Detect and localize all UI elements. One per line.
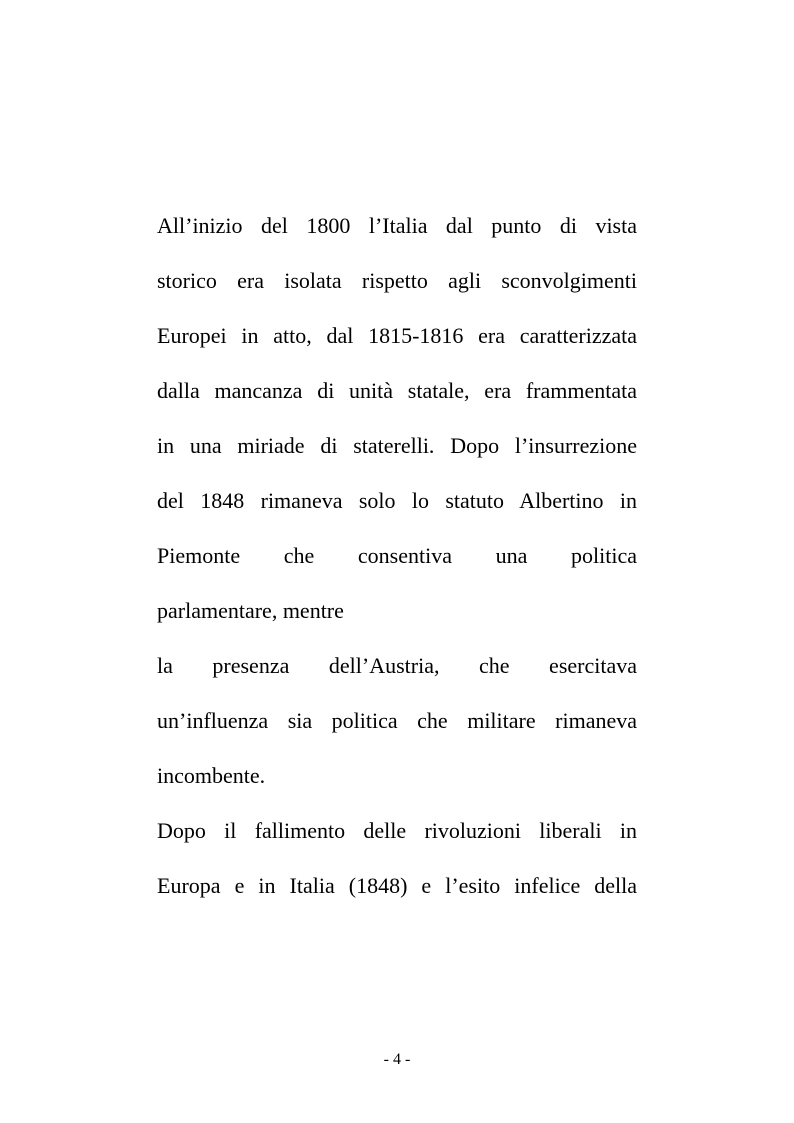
text-line: la presenza dell’Austria, che esercitava — [157, 653, 637, 678]
text-line: del 1848 rimaneva solo lo statuto Albertino in — [157, 488, 637, 513]
page-number: - 4 - — [383, 1051, 411, 1068]
text-line: incombente. — [157, 763, 266, 788]
text-line: Piemonte che consentiva una politica — [157, 543, 637, 568]
text-line: parlamentare, mentre — [157, 598, 344, 623]
text-line: storico era isolata rispetto agli sconvolgimenti — [157, 268, 637, 293]
text-line: un’influenza sia politica che militare rimaneva — [157, 708, 637, 733]
text-line: Europa e in Italia (1848) e l’esito infelice della — [157, 873, 637, 898]
text-line: dalla mancanza di unità statale, era frammentata — [157, 378, 637, 403]
body-text — [157, 198, 637, 913]
text-line: in una miriade di staterelli. Dopo l’insurrezione — [157, 433, 637, 458]
text-line: All’inizio del 1800 l’Italia dal punto di vista — [157, 213, 637, 238]
text-line: Europei in atto, dal 1815-1816 era caratterizzata — [157, 323, 637, 348]
text-line: Dopo il fallimento delle rivoluzioni liberali in — [157, 818, 637, 843]
